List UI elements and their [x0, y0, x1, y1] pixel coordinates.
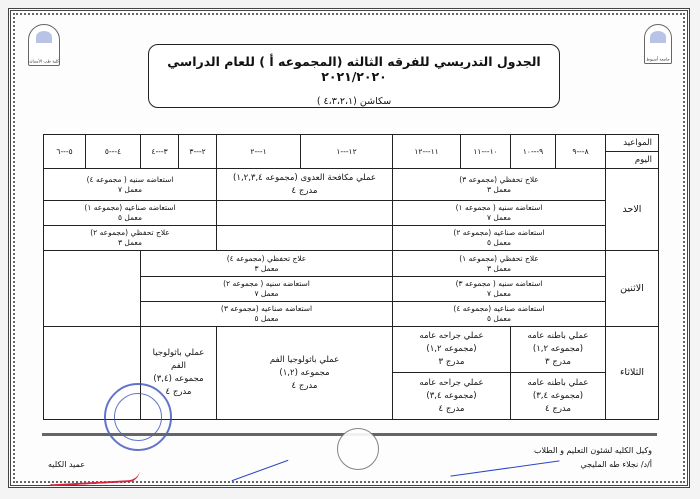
schedule-table	[43, 134, 659, 420]
class-room: مدرج ٣	[545, 357, 571, 367]
class-room: مدرج ٤	[438, 403, 465, 414]
class-cell	[141, 251, 393, 277]
time-slot: ٤---٥	[86, 135, 141, 169]
class-room: مدرج ٤	[291, 380, 318, 391]
header-row	[44, 135, 659, 169]
class-groups: (مجموعه ٣,٤)	[426, 390, 477, 401]
university-logo-text: جامعة أسيوط	[646, 57, 670, 62]
time-slot: ١٠---١١	[461, 135, 511, 169]
class-title: استعاضه صناعيه (مجموعه ٤)	[453, 304, 545, 313]
class-title: عملي مكافحة العدوى (مجموعه ١,٢,٣,٤)	[233, 172, 376, 183]
class-title: علاج تحفظي (مجموعه ١)	[459, 253, 539, 263]
faculty-logo-text: كلية طب الأسنان	[29, 59, 59, 64]
class-title: عملي باطنه عامه	[527, 331, 589, 341]
empty-cell	[217, 201, 393, 226]
class-room: معمل ٣	[254, 263, 279, 273]
dean-title: عميد الكليه	[48, 460, 85, 469]
class-room: معمل ٣	[486, 184, 512, 194]
class-title: عملي جراحه عامه	[419, 331, 484, 341]
class-cell	[44, 226, 217, 251]
class-groups: (مجموعه ١,٢)	[532, 344, 584, 354]
header-corner	[606, 135, 659, 169]
faculty-logo-emblem-icon	[36, 31, 52, 43]
class-room: معمل ٥	[486, 314, 512, 323]
document-title: الجدول التدريسي للفرقه الثالثه (المجموعه أ ) للعام الدراسي ٢٠٢١/٢٠٢٠	[167, 54, 541, 84]
day-tuesday: الثلاثاء	[606, 327, 659, 420]
day-monday: الاثنين	[606, 251, 659, 327]
class-title-cont: الفم	[171, 361, 186, 371]
faculty-seal	[337, 428, 379, 470]
class-cell	[393, 226, 606, 251]
class-cell	[393, 373, 511, 420]
title-box	[148, 44, 560, 108]
class-room: معمل ٥	[486, 238, 512, 247]
class-cell	[393, 251, 606, 277]
time-slot: ٢---٣	[179, 135, 217, 169]
sunday-row-1	[44, 169, 659, 201]
faculty-logo	[28, 24, 60, 66]
class-room: معمل ٧	[486, 213, 512, 222]
class-title: استعاضه سنيه ( مجموعه ٢)	[223, 279, 310, 288]
class-room: معمل ٣	[117, 238, 143, 247]
class-cell	[44, 201, 217, 226]
class-cell	[393, 201, 606, 226]
class-room: معمل ٣	[486, 263, 512, 273]
time-slot: ٥---٦	[44, 135, 86, 169]
class-title: استعاضه سنيه ( مجموعه ١)	[455, 203, 543, 212]
class-cell	[44, 169, 217, 201]
tuesday-row-1	[44, 327, 659, 373]
class-cell	[511, 373, 606, 420]
monday-row-1	[44, 251, 659, 277]
class-room: معمل ٧	[117, 184, 143, 194]
class-room: معمل ٧	[254, 289, 279, 298]
class-groups: مجموعه (٣,٤)	[153, 374, 204, 384]
official-stamp	[104, 383, 172, 451]
document-subtitle: سكاشن (٤،٣،٢،١ )	[316, 96, 392, 107]
header-times-label: المواعيد	[606, 135, 658, 152]
class-room: مدرج ٤	[291, 185, 318, 196]
class-title: عملي باثولوجيا	[152, 348, 205, 358]
class-title: علاج تحفظي (مجموعه ٣)	[459, 174, 539, 184]
class-cell	[141, 277, 393, 302]
class-groups: مجموعه (١,٢)	[279, 367, 330, 378]
class-cell	[511, 327, 606, 373]
university-logo	[644, 24, 672, 64]
time-slot: ١١---١٢	[393, 135, 461, 169]
class-title: استعاضه صناعيه (مجموعه ٣)	[220, 304, 313, 313]
class-groups: (مجموعه ١,٢)	[426, 344, 477, 354]
class-room: معمل ٥	[254, 314, 279, 323]
class-room: مدرج ٤	[165, 387, 192, 397]
class-cell	[393, 327, 511, 373]
time-slot: ١٢---١	[301, 135, 393, 169]
day-sunday: الاحد	[606, 169, 659, 251]
class-cell	[393, 302, 606, 327]
time-slot: ١---٢	[217, 135, 301, 169]
empty-cell	[44, 251, 141, 327]
class-title: استعاضه سنيه ( مجموعه ٤)	[86, 174, 174, 184]
class-title: استعاضه سنيه ( مجموعه ٣)	[455, 279, 543, 288]
class-cell	[217, 169, 393, 201]
class-groups: (مجموعه ٣,٤)	[532, 390, 584, 401]
sunday-row-3	[44, 226, 659, 251]
class-cell	[217, 327, 393, 420]
class-title: استعاضه صناعيه (مجموعه ١)	[84, 203, 176, 212]
class-cell	[393, 169, 606, 201]
class-title: علاج تحفظي (مجموعه ٢)	[90, 228, 170, 237]
class-title: عملي باطنه عامه	[527, 377, 589, 388]
time-slot: ٩---١٠	[511, 135, 556, 169]
class-room: معمل ٧	[486, 289, 512, 298]
university-logo-emblem-icon	[650, 31, 666, 43]
time-slot: ٨---٩	[556, 135, 606, 169]
vice-dean-title: وكيل الكليه لشئون التعليم و الطلاب	[534, 446, 652, 455]
class-title: عملي باثولوجيا الفم	[269, 354, 340, 365]
class-cell	[141, 302, 393, 327]
class-room: مدرج ٣	[438, 357, 465, 367]
time-slot: ٣---٤	[141, 135, 179, 169]
class-room: مدرج ٤	[545, 403, 571, 414]
sunday-row-2	[44, 201, 659, 226]
class-room: معمل ٥	[117, 213, 143, 222]
class-title: استعاضه صناعيه (مجموعه ٢)	[453, 228, 545, 237]
class-cell	[393, 277, 606, 302]
class-title: عملي جراحه عامه	[419, 377, 484, 388]
empty-cell	[217, 226, 393, 251]
header-day-label: اليوم	[634, 155, 652, 165]
vice-dean-name: أ/د/ نجلاء طه المليجي	[580, 460, 652, 469]
class-title: علاج تحفظي (مجموعه ٤)	[226, 253, 307, 263]
